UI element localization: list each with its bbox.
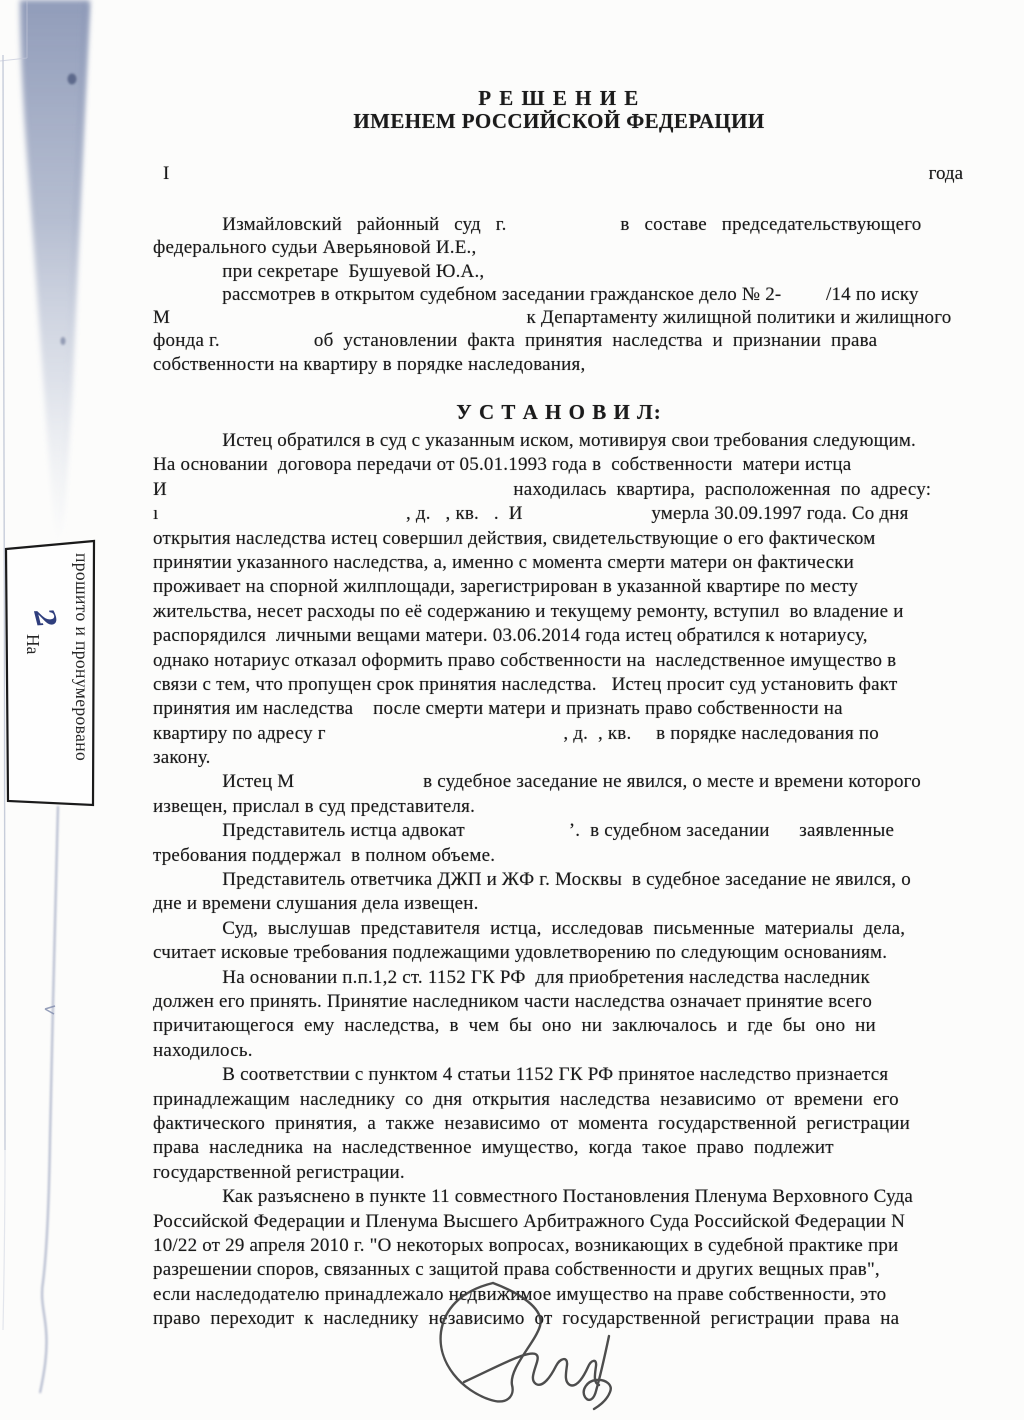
stamp-handwritten-sheet-count: 2 bbox=[27, 605, 62, 632]
text-line: требования поддержал в полном объеме. bbox=[153, 844, 496, 866]
text-line: разрешении споров, связанных с защитой права собственности и других вещных прав", bbox=[153, 1259, 880, 1281]
text-line: собственности на квартиру в порядке наследования, bbox=[153, 353, 586, 375]
text-line: принадлежащим наследнику со дня открытия наследства независимо от времени его bbox=[153, 1088, 899, 1110]
section-heading-ustanovil: У С Т А Н О В И Л: bbox=[456, 400, 662, 424]
text-line: квартиру по адресу г , д. , кв. в порядке наследования по bbox=[153, 722, 879, 744]
court-preamble bbox=[153, 213, 965, 376]
document-subtitle: ИМЕНЕМ РОССИЙСКОЙ ФЕДЕРАЦИИ bbox=[353, 109, 765, 133]
text-line: М к Департаменту жилищной политики и жилищного bbox=[153, 307, 952, 329]
text-line: На основании договора передачи от 05.01.1993 года в собственности матери истца bbox=[153, 454, 852, 476]
text-line: Истец обратился в суд с указанным иском, мотивируя свои требования следующим. bbox=[153, 430, 917, 451]
text-line: должен его принять. Принятие наследником части наследства означает принятие всего bbox=[153, 990, 873, 1012]
text-line: фонда г. об установлении факта принятия наследства и признании права bbox=[153, 330, 878, 352]
text-line: Измайловский районный суд г. в составе председательствующего bbox=[153, 214, 922, 235]
text-line: связи с тем, что пропущен срок принятия наследства. Истец просит суд установить факт bbox=[153, 673, 898, 695]
text-line: находилось. bbox=[153, 1039, 253, 1061]
date-line-year-label: года bbox=[928, 163, 963, 184]
text-line: На основании п.п.1,2 ст. 1152 ГК РФ для приобретения наследства наследник bbox=[153, 966, 870, 988]
text-line: рассмотрев в открытом судебном заседании гражданское дело № 2- /14 по иску bbox=[153, 283, 919, 305]
text-line: И находилась квартира, расположенная по адресу: bbox=[153, 478, 932, 500]
stamp-line-stitched: прошито и пронумеровано bbox=[72, 553, 92, 762]
text-line: однако нотариус отказал оформить право собственности на наследственное имущество в bbox=[153, 649, 897, 671]
text-line: федерального судьи Аверьяновой И.Е., bbox=[153, 237, 477, 259]
text-line: открытия наследства истец совершил действия, свидетельствующие о его фактическом bbox=[153, 527, 876, 549]
text-line: проживает на спорной жилплощади, зарегистрирован в указанной квартире по месту bbox=[153, 576, 859, 598]
stamp-label-na: На bbox=[23, 634, 43, 655]
stamp-rotated-text bbox=[8, 553, 92, 793]
text-line: если наследодателю принадлежало недвижимое имущество на праве собственности, это bbox=[153, 1283, 887, 1305]
text-line: Истец М в судебное заседание не явился, о месте и времени которого bbox=[153, 771, 921, 793]
date-line bbox=[155, 163, 963, 185]
text-line: дне и времени слушания дела извещен. bbox=[153, 893, 479, 915]
date-line-left-mark: I bbox=[163, 163, 170, 184]
text-line: В соответствии с пунктом 4 статьи 1152 ГК РФ принятое наследство признается bbox=[153, 1064, 889, 1086]
text-line: права наследника на наследственное имущество, когда такое право подлежит bbox=[153, 1137, 834, 1159]
text-line: принятии указанного наследства, а, именно с момента смерти матери он фактически bbox=[153, 551, 854, 573]
text-line: Как разъяснено в пункте 11 совместного Постановления Пленума Верховного Суда bbox=[153, 1186, 914, 1208]
stamp-line-sheets bbox=[0, 553, 64, 793]
text-line: государственной регистрации. bbox=[153, 1161, 405, 1183]
text-line: причитающегося ему наследства, в чем бы оно ни заключалось и где бы оно ни bbox=[153, 1015, 876, 1037]
text-line: извещен, прислал в суд представителя. bbox=[153, 795, 476, 817]
decision-body bbox=[153, 429, 968, 1331]
text-line: распорядился личными вещами матери. 03.06.2014 года истец обратился к нотариусу, bbox=[153, 625, 868, 647]
document-title: Р Е Ш Е Н И Е bbox=[478, 86, 640, 110]
text-line: Российской Федерации и Пленума Высшего Арбитражного Суда Российской Федерации N bbox=[153, 1210, 906, 1232]
text-line: Представитель истца адвокат ’. в судебном заседании заявленные bbox=[153, 820, 895, 842]
text-line: ı , д. , кв. . И умерла 30.09.1997 года. Со дня bbox=[153, 503, 909, 525]
text-line: 10/22 от 29 апреля 2010 г. "О некоторых вопросах, возникающих в судебной практике при bbox=[153, 1234, 899, 1256]
text-line: жительства, несет расходы по её содержанию и текущему ремонту, вступил во владение и bbox=[153, 600, 904, 622]
text-line: закону. bbox=[153, 747, 211, 769]
text-line: при секретаре Бушуевой Ю.А., bbox=[153, 260, 485, 282]
text-line: право переходит к наследнику независимо от государственной регистрации права на bbox=[153, 1308, 900, 1330]
text-line: Представитель ответчика ДЖП и ЖФ г. Москвы в судебное заседание не явился, о bbox=[153, 869, 911, 891]
text-line: принятия им наследства после смерти матери и признать право собственности на bbox=[153, 698, 843, 720]
binding-stamp-slip bbox=[0, 535, 110, 815]
text-line: считает исковые требования подлежащими удовлетворению по следующим основаниям. bbox=[153, 942, 888, 964]
text-line: Суд, выслушав представителя истца, исследовав письменные материалы дела, bbox=[153, 917, 906, 939]
text-line: фактического принятия, а также независимо от момента государственной регистрации bbox=[153, 1112, 910, 1134]
